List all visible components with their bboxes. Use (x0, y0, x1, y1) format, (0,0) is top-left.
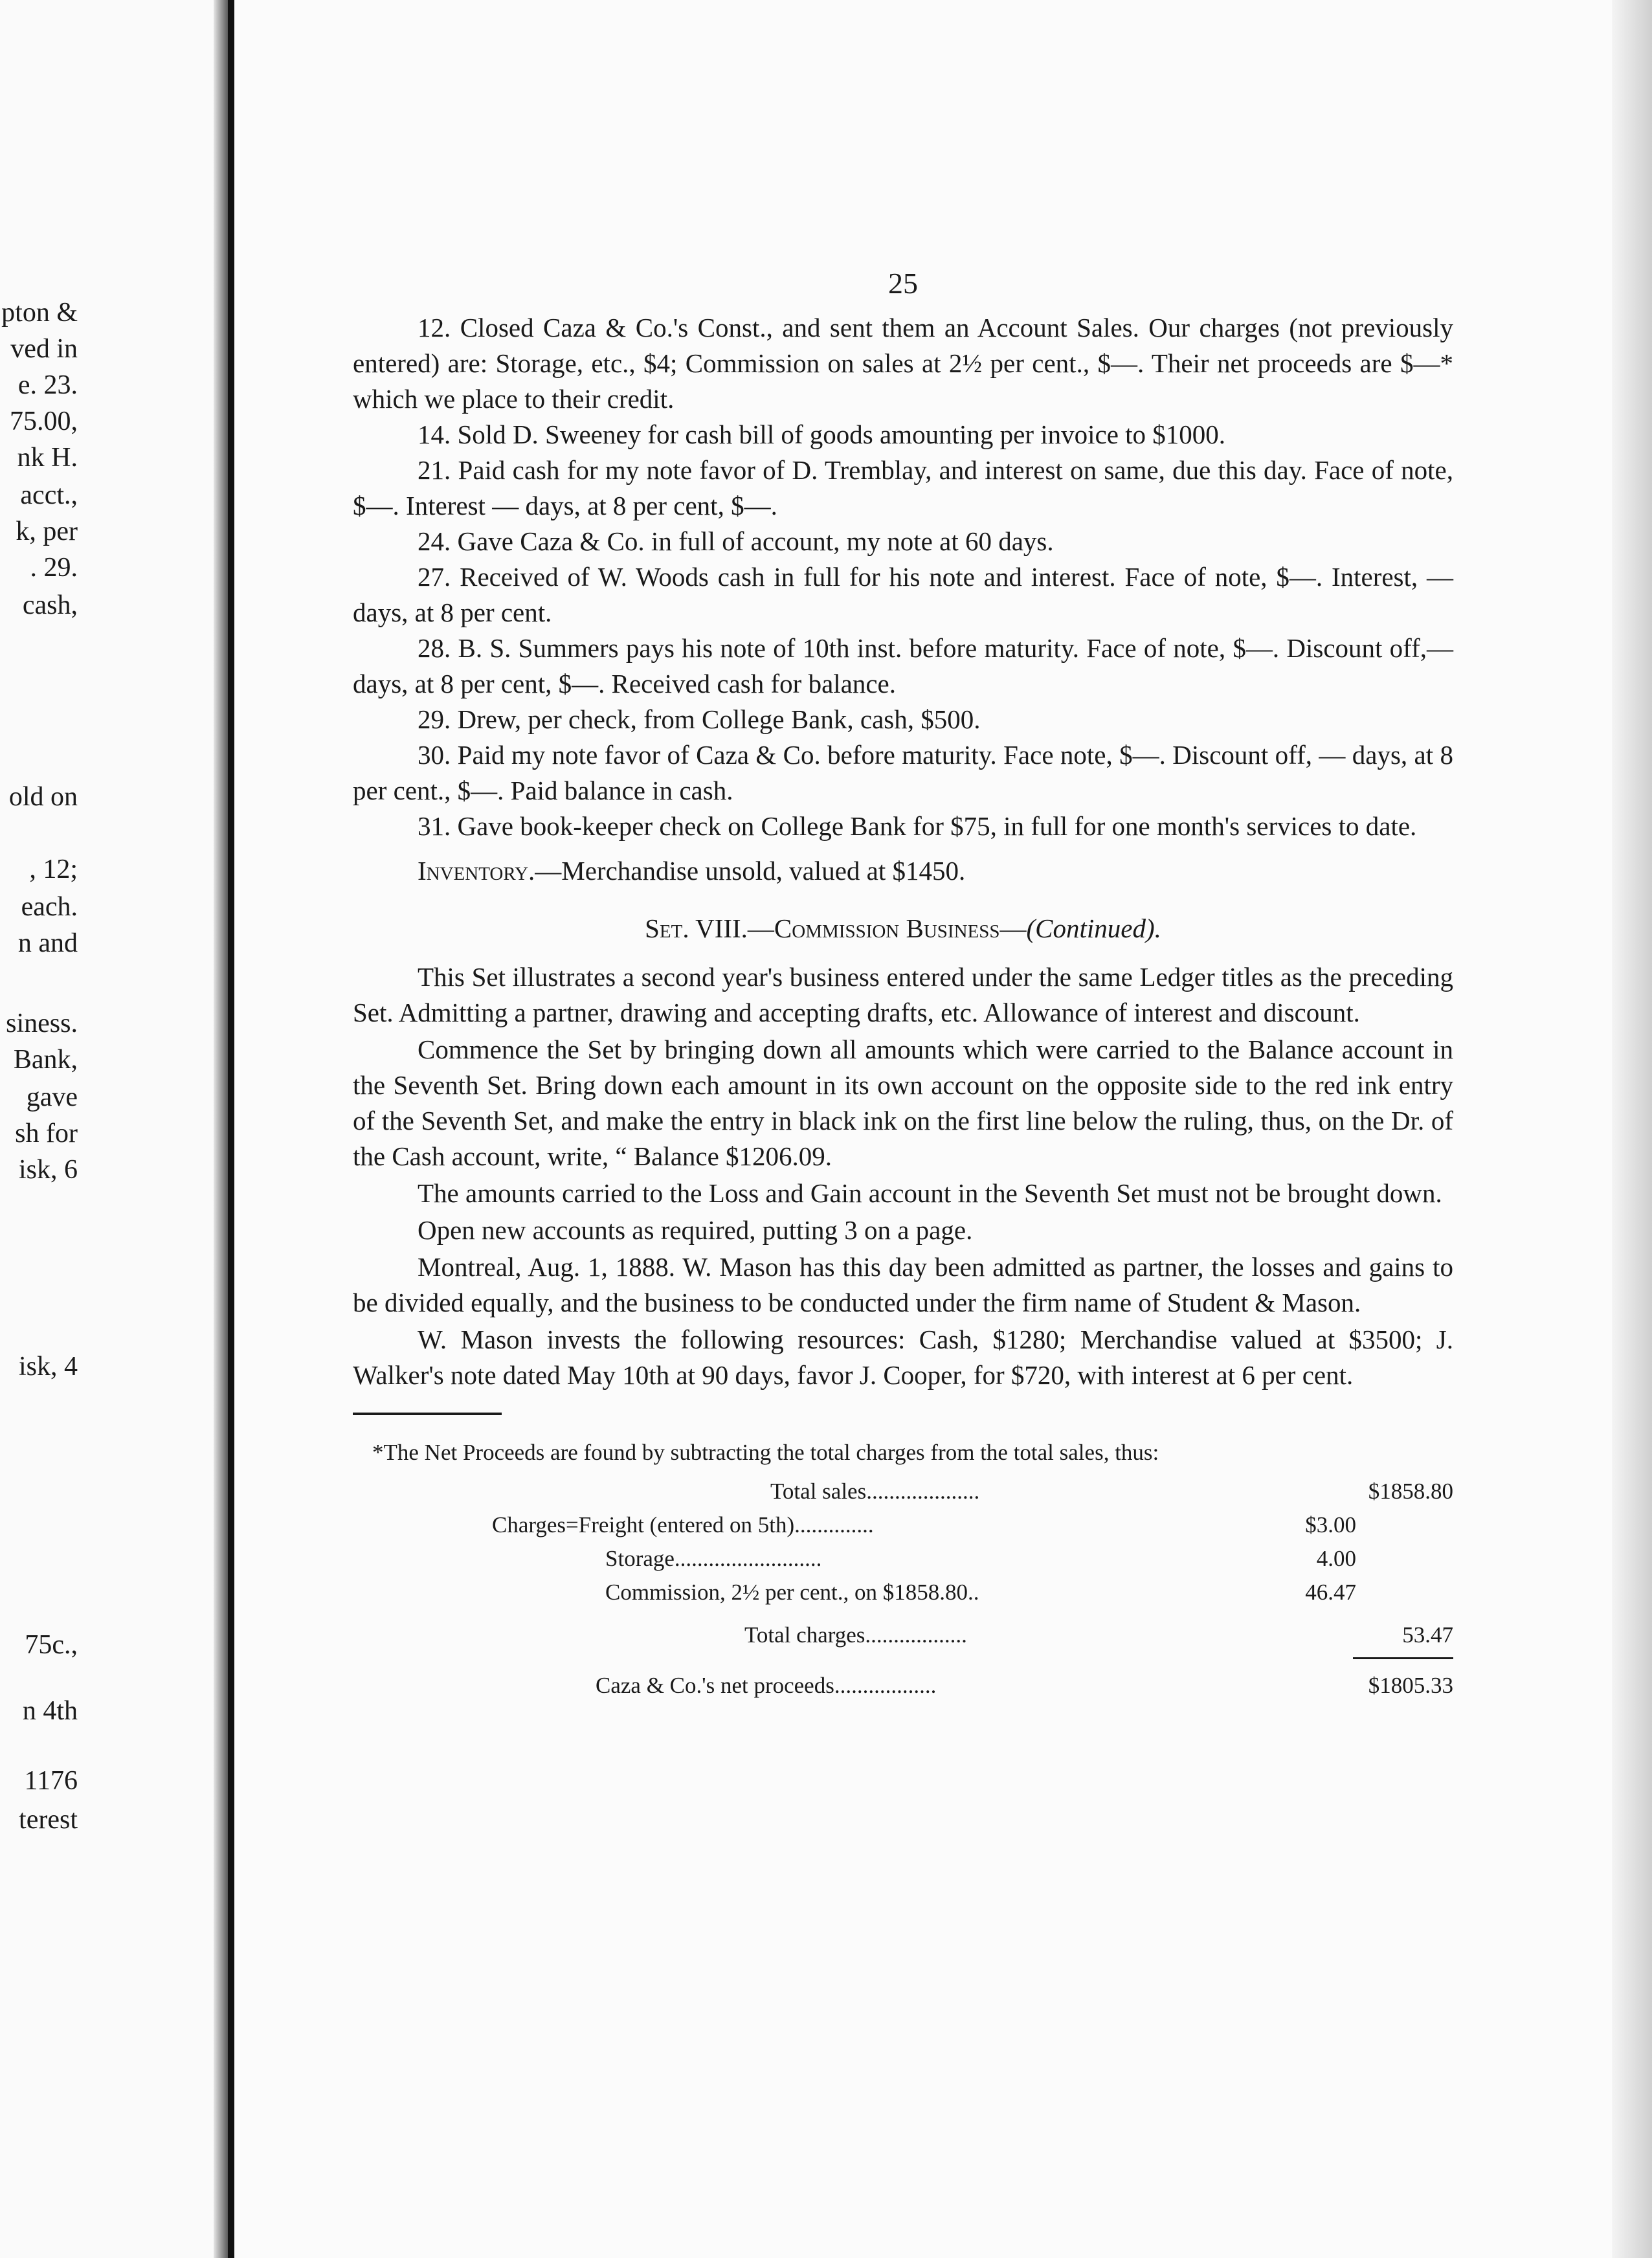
left-fragment: ved in (10, 334, 78, 364)
net-proceeds-calculation (353, 1473, 1453, 1697)
storage-label: Storage.......................... (605, 1546, 822, 1571)
entry-day: 12. (418, 313, 451, 342)
left-fragment: acct., (20, 480, 78, 510)
journal-entry (353, 702, 1453, 737)
journal-entry (353, 453, 1453, 524)
entry-day: 21. (418, 455, 451, 485)
left-fragment: siness. (6, 1009, 78, 1038)
book-gutter (214, 0, 228, 2258)
left-fragment: Bank, (13, 1045, 78, 1075)
left-fragment: terest (19, 1805, 78, 1835)
journal-entry (353, 310, 1453, 417)
left-fragment: . 29. (30, 553, 78, 583)
journal-entry (353, 737, 1453, 809)
paragraph: Open new accounts as required, putting 3 on a page. (418, 1215, 973, 1245)
left-fragment: n 4th (22, 1696, 78, 1726)
journal-entry (353, 524, 1453, 559)
paragraph: Montreal, Aug. 1, 1888. W. Mason has this day been admitted as partner, the losses and gains to be divided equally, and the business to be conducted under the firm name of Student & Mason. (353, 1252, 1453, 1317)
net-proceeds-value: $1805.33 (1368, 1673, 1453, 1698)
journal-entry (353, 417, 1453, 453)
paragraph: This Set illustrates a second year's business entered under the same Ledger titles as the preceding Set. Admitting a partner, drawing and accepting drafts, etc. Allowance of interest and discount. (353, 962, 1453, 1027)
entry-text: Gave book-keeper check on College Bank for $75, in full for one month's services to date. (457, 811, 1417, 841)
left-fragment: old on (8, 782, 78, 812)
inventory-line (353, 853, 1453, 889)
left-fragment: n and (17, 928, 78, 958)
page-divider (228, 0, 234, 2258)
entry-day: 31. (418, 811, 451, 841)
entry-day: 29. (418, 704, 451, 734)
footnote-rule (353, 1413, 502, 1415)
total-charges-label: Total charges.................. (744, 1622, 967, 1648)
left-fragment: isk, 4 (18, 1352, 78, 1381)
commission-value: 46.47 (1305, 1580, 1356, 1605)
set-number: Set. VIII. (645, 913, 748, 943)
inventory-text: —Merchandise unsold, valued at $1450. (535, 856, 966, 886)
entry-text: Paid cash for my note favor of D. Tremblay, and interest on same, due this day. Face of note, $—. Interest — days, at 8 per cent, $—. (353, 455, 1453, 520)
left-fragment: gave (26, 1082, 78, 1112)
entry-day: 27. (418, 562, 451, 592)
entry-day: 14. (418, 419, 451, 449)
set-continued: (Continued). (1026, 913, 1161, 943)
left-fragment: nk H. (17, 443, 78, 473)
entry-text: Sold D. Sweeney for cash bill of goods amounting per invoice to $1000. (457, 419, 1226, 449)
sum-rule (1353, 1657, 1453, 1659)
commission-label: Commission, 2½ per cent., on $1858.80.. (605, 1580, 979, 1605)
total-sales-label: Total sales.................... (770, 1479, 980, 1504)
left-fragment: 75.00, (10, 407, 78, 436)
left-fragment: cash, (22, 590, 78, 620)
paragraph: The amounts carried to the Loss and Gain account in the Seventh Set must not be brought down. (418, 1178, 1442, 1208)
journal-entry (353, 559, 1453, 631)
entry-text: B. S. Summers pays his note of 10th inst. before maturity. Face of note, $—. Discount off,—days, at 8 per cent, $—. Received cash for balance. (353, 633, 1453, 699)
page-number: 25 (888, 267, 918, 300)
paragraph: W. Mason invests the following resources: Cash, $1280; Merchandise valued at $3500; J. Walker's note dated May 10th at 90 days, favor J. Cooper, for $720, with interest at 6 per cent. (353, 1325, 1453, 1390)
page-content (353, 265, 1453, 1697)
left-fragment: e. 23. (17, 370, 78, 400)
net-proceeds-label: Caza & Co.'s net proceeds.................. (596, 1673, 937, 1698)
left-fragment: k, per (16, 517, 78, 546)
left-fragment: 75c., (25, 1630, 78, 1660)
section-heading (353, 911, 1453, 946)
storage-value: 4.00 (1316, 1546, 1356, 1571)
entry-day: 24. (418, 526, 451, 556)
total-charges-value: 53.47 (1402, 1622, 1453, 1648)
left-fragment: , 12; (29, 855, 78, 884)
left-fragment: sh for (15, 1119, 78, 1148)
journal-entry (353, 809, 1453, 844)
paragraph: Commence the Set by bringing down all amounts which were carried to the Balance account in the Seventh Set. Bring down each amount in its own account on the opposite side to the red ink entry of the Seventh Set, and make the entry in black ink on the first line below the ruling, thus, on the Dr. of the Cash account, write, “ Balance $1206.09. (353, 1034, 1453, 1171)
total-sales-value: $1858.80 (1368, 1479, 1453, 1504)
freight-value: $3.00 (1305, 1512, 1356, 1537)
inventory-label: Inventory. (418, 856, 535, 886)
set-title: —Commission Business— (747, 913, 1027, 943)
freight-label: Charges=Freight (entered on 5th).............. (492, 1512, 874, 1537)
left-fragment: 1176 (24, 1766, 78, 1796)
footnote-text: *The Net Proceeds are found by subtracting the total charges from the total sales, thus: (372, 1440, 1159, 1465)
left-fragment: pton & (1, 298, 78, 328)
page-edge (1612, 0, 1652, 2258)
left-fragment: each. (21, 892, 78, 922)
entry-text: Drew, per check, from College Bank, cash, $500. (457, 704, 981, 734)
journal-entry (353, 631, 1453, 702)
entry-day: 28. (418, 633, 451, 663)
left-fragment: isk, 6 (18, 1155, 78, 1185)
entry-day: 30. (418, 740, 451, 770)
previous-page (0, 0, 228, 2258)
entry-text: Closed Caza & Co.'s Const., and sent them an Account Sales. Our charges (not previously entered) are: Storage, etc., $4; Commission on sales at 2½ per cent., $—. Their net proceeds are $—* which we place to their credit. (353, 313, 1454, 414)
entry-text: Paid my note favor of Caza & Co. before maturity. Face note, $—. Discount off, — days, at 8 per cent., $—. Paid balance in cash. (353, 740, 1454, 805)
entry-text: Gave Caza & Co. in full of account, my note at 60 days. (457, 526, 1054, 556)
entry-text: Received of W. Woods cash in full for his note and interest. Face of note, $—. Interest, — days, at 8 per cent. (353, 562, 1453, 627)
